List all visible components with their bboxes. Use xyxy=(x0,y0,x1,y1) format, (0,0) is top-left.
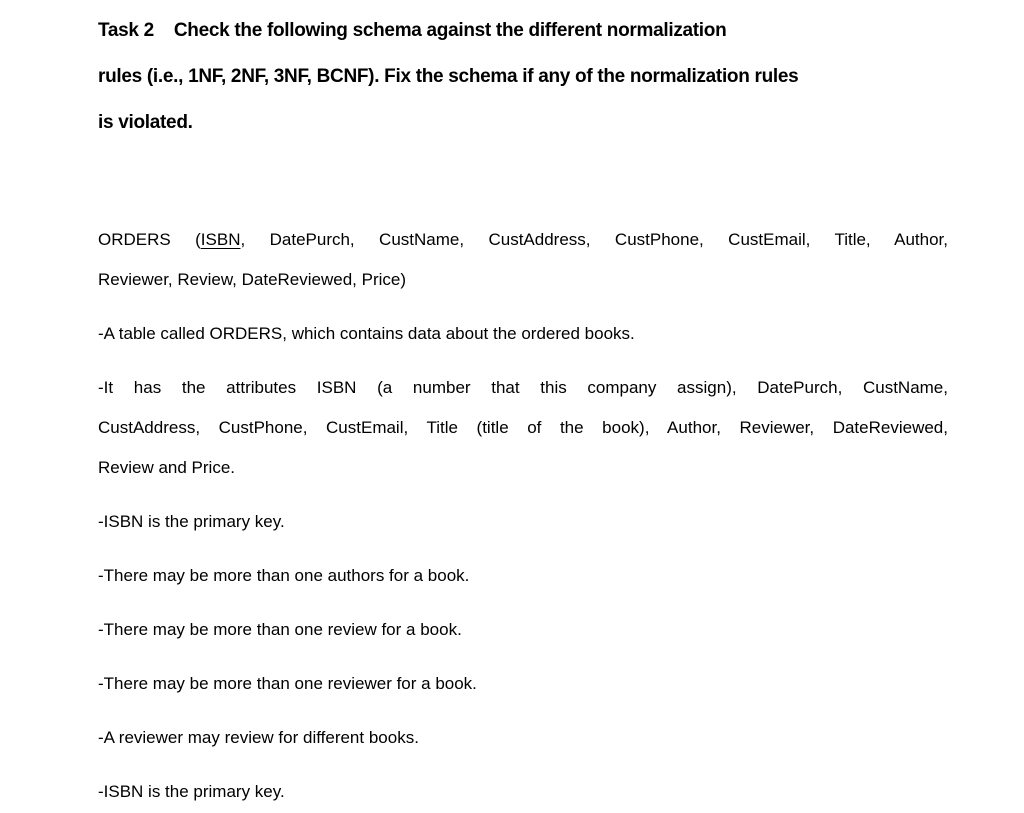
note-multiple-authors xyxy=(98,556,948,596)
text-line xyxy=(98,448,948,488)
text-line xyxy=(98,610,948,650)
note-multiple-reviewers xyxy=(98,664,948,704)
text-line xyxy=(98,772,948,812)
text-segment: -It has the attributes ISBN (a number that this company assign), DatePurch, CustName, xyxy=(98,378,948,397)
text-segment: -There may be more than one authors for a book. xyxy=(98,566,470,585)
underlined-primary-key-attribute: ISBN xyxy=(200,230,241,249)
text-line xyxy=(98,718,948,758)
text-segment: ORDERS ( xyxy=(98,230,201,249)
heading-line: Task 2 Check the following schema against the different normalization xyxy=(98,20,727,41)
text-line xyxy=(98,502,948,542)
document-body xyxy=(98,220,948,812)
text-line xyxy=(98,368,948,408)
text-segment: -ISBN is the primary key. xyxy=(98,512,285,531)
heading-line: rules (i.e., 1NF, 2NF, 3NF, BCNF). Fix the schema if any of the normalization rules xyxy=(98,66,799,87)
text-segment: -A reviewer may review for different books. xyxy=(98,728,419,747)
text-line xyxy=(98,220,948,260)
text-segment: CustAddress, CustPhone, CustEmail, Title (title of the book), Author, Reviewer, DateReviewed, xyxy=(98,418,948,437)
note-attributes xyxy=(98,368,948,488)
note-primary-key xyxy=(98,502,948,542)
text-segment: -ISBN is the primary key. xyxy=(98,782,285,801)
text-segment: -There may be more than one review for a book. xyxy=(98,620,462,639)
text-segment: -A table called ORDERS, which contains data about the ordered books. xyxy=(98,324,635,343)
text-segment: Reviewer, Review, DateReviewed, Price) xyxy=(98,270,407,289)
note-table-description xyxy=(98,314,948,354)
text-line xyxy=(98,664,948,704)
text-line xyxy=(98,314,948,354)
text-segment: Review and Price. xyxy=(98,458,236,477)
text-line xyxy=(98,408,948,448)
schema-definition xyxy=(98,220,948,300)
task-heading xyxy=(98,8,948,146)
text-line xyxy=(98,556,948,596)
note-multiple-reviews xyxy=(98,610,948,650)
note-primary-key-repeat xyxy=(98,772,948,812)
text-segment: -There may be more than one reviewer for a book. xyxy=(98,674,477,693)
heading-line: is violated. xyxy=(98,112,193,133)
text-line xyxy=(98,260,948,300)
note-reviewer-many-books xyxy=(98,718,948,758)
text-segment: , DatePurch, CustName, CustAddress, CustPhone, CustEmail, Title, Author, xyxy=(240,230,948,249)
